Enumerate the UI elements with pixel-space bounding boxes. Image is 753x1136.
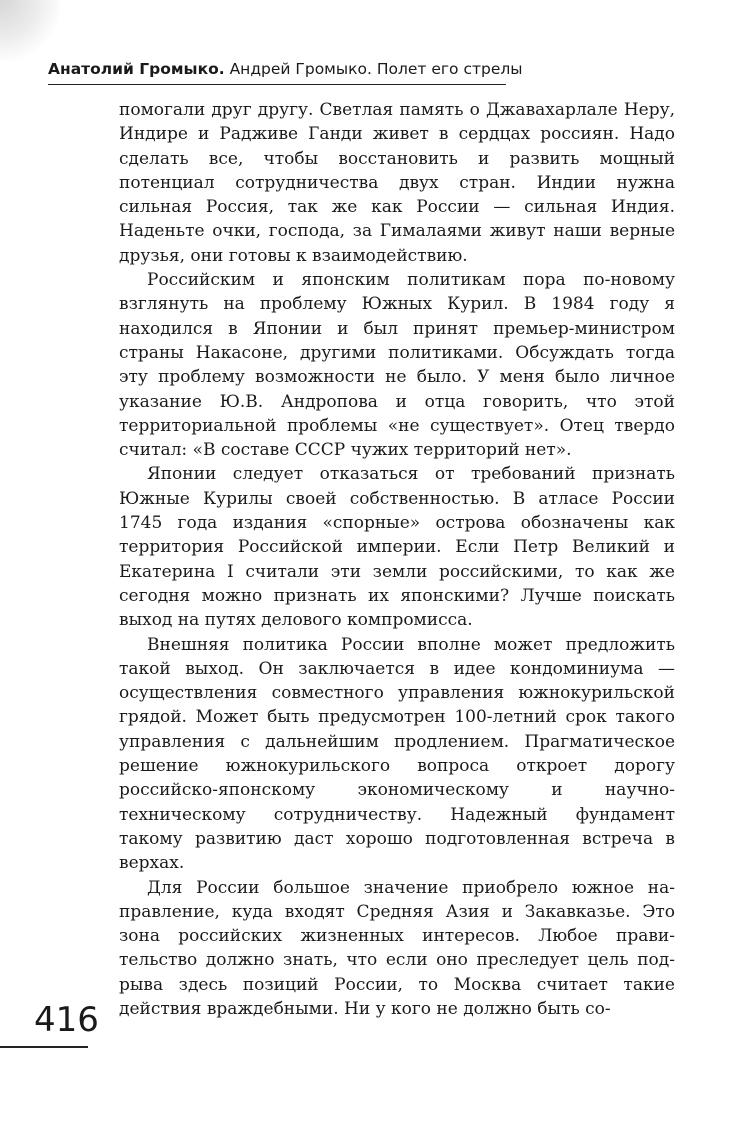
running-header — [48, 60, 523, 78]
header-rule — [48, 84, 506, 85]
paragraph-4: Внешняя политика России вполне может предложить такой выход. Он заключается в идее кондоминиума — осуществления совместного управления южнокурильской грядой. Может быть предусмотрен 100-летний срок такого управления с дальнейшим продлением. Прагматическое решение южнокурильского вопроса откроет дорогу российско-японскому экономическому и научно-техническому сотрудничеству. Надежный фундамент такому развитию даст хорошо подготовленная встреча в верхах. — [119, 634, 675, 874]
paragraph-1: помогали друг другу. Светлая память о Джавахарлале Неру, Индире и Радживе Ганди живет в сердцах россиян. Надо сделать все, чтобы восстановить и развить мощный потенциал сотрудничества двух стран. Индии нужна сильная Россия, так же как России — сильная Индия. Наденьте очки, господа, за Гималаями живут наши верные друзья, они готовы к взаимодействию. — [119, 100, 675, 266]
page-number: 416 — [34, 1000, 99, 1040]
page-corner-shadow — [0, 0, 60, 60]
paragraph-2: Российским и японским политикам пора по-новому взглянуть на проблему Южных Курил. В 1984 году я находился в Японии и был принят премьер-министром страны Накасоне, другими политиками. Обсуждать тогда эту проблему возможности не было. У меня было личное указание Ю.В. Андропова и отца говорить, что этой территориальной проблемы «не существует». Отец твердо считал: «В составе СССР чужих территорий нет». — [119, 270, 675, 461]
page-number-rule — [0, 1046, 88, 1048]
paragraph-3: Японии следует отказаться от требований признать Южные Курилы своей собственностью. В атласе России 1745 года издания «спорные» острова обозначены как территория Российской империи. Если Петр Великий и Екатерина I считали эти земли российскими, то как же сегодня можно признать их японскими? Лучше поискать выход на путях делового компромисса. — [119, 464, 675, 631]
body-text — [119, 98, 675, 1021]
paragraph-5: Для России большое значение приобрело южное направление, куда входят Средняя Азия и Закавказье. Это зона российских жизненных интересов. Любое правительство должно знать, что если оно преследует цель подрыва здесь позиций России, то Москва считает такие действия враждебными. Ни у кого не должно быть со- — [119, 877, 675, 1019]
header-book-title: Андрей Громыко. Полет его стрелы — [229, 60, 523, 78]
header-author: Анатолий Громыко. — [48, 60, 225, 78]
